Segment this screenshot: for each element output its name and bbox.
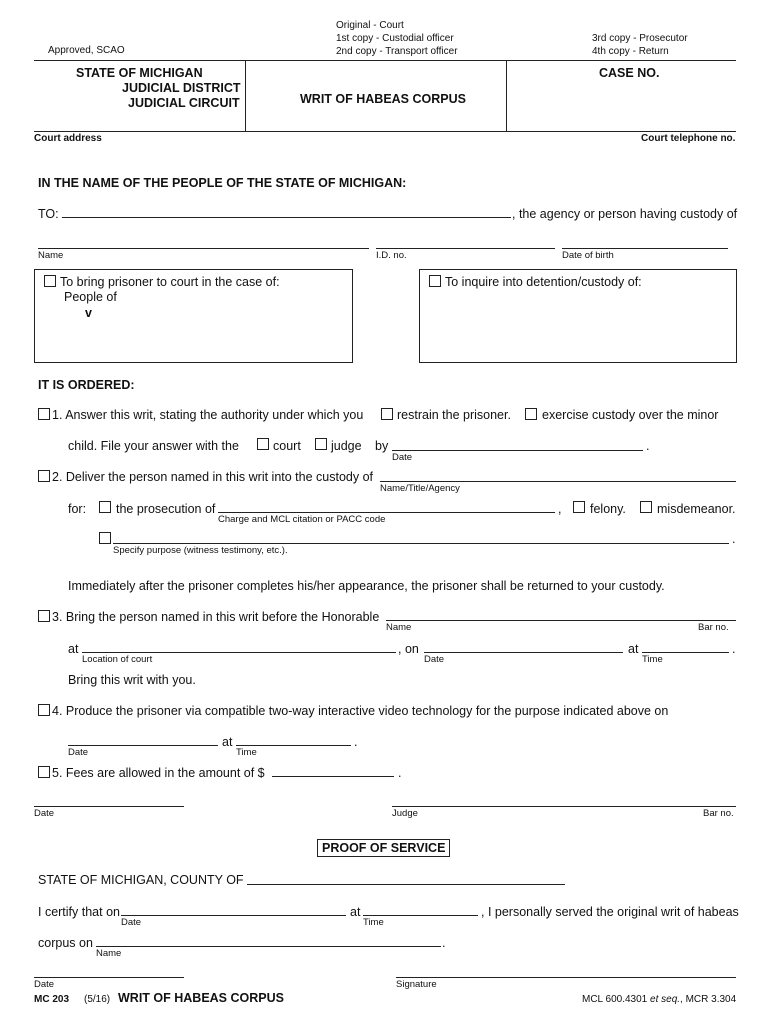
state-label: STATE OF MICHIGAN — [76, 66, 203, 80]
misdemeanor-label: misdemeanor. — [657, 502, 736, 516]
court-phone-label: Court telephone no. — [641, 133, 736, 144]
bring-writ-text: Bring this writ with you. — [68, 673, 196, 687]
service-at: at — [350, 905, 361, 919]
restrain-label: restrain the prisoner. — [397, 408, 511, 422]
purpose-checkbox[interactable] — [99, 532, 111, 544]
versus-label: v — [85, 306, 92, 320]
return-text: Immediately after the prisoner completes his/her appearance, the prisoner shall be returned to your custody. — [68, 579, 665, 593]
misdemeanor-checkbox[interactable] — [640, 501, 652, 513]
proof-heading: PROOF OF SERVICE — [317, 839, 450, 857]
inquire-label: To inquire into detention/custody of: — [445, 275, 642, 289]
purpose-field[interactable] — [113, 543, 729, 544]
bring-prisoner-label: To bring prisoner to court in the case of: — [60, 275, 280, 289]
honorable-bar-label: Bar no. — [698, 622, 729, 633]
county-field[interactable] — [247, 884, 565, 885]
judge-label: judge — [331, 439, 362, 453]
video-date-label: Date — [68, 747, 89, 758]
purpose-label: Specify purpose (witness testimony, etc.). — [113, 545, 288, 556]
proof-date-field[interactable] — [34, 977, 184, 978]
item1-text: 1. Answer this writ, stating the authority under which you — [52, 408, 364, 422]
prosecution-label: the prosecution of — [116, 502, 216, 516]
judge-checkbox[interactable] — [315, 438, 327, 450]
ordered-heading: IT IS ORDERED: — [38, 378, 135, 392]
proof-date-label: Date — [34, 979, 55, 990]
people-heading: IN THE NAME OF THE PEOPLE OF THE STATE OF MICHIGAN: — [38, 176, 407, 190]
name-field[interactable] — [38, 248, 369, 249]
court-checkbox[interactable] — [257, 438, 269, 450]
item3-on: , on — [398, 642, 419, 656]
copy-1st: 1st copy - Custodial officer — [336, 33, 454, 44]
item5-checkbox[interactable] — [38, 766, 50, 778]
appearance-date-label: Date — [424, 654, 445, 665]
name-label: Name — [38, 250, 64, 261]
corpus-on-label: corpus on — [38, 936, 93, 950]
id-field[interactable] — [376, 248, 555, 249]
item4-period: . — [354, 735, 358, 749]
item4-text: 4. Produce the prisoner via compatible two-way interactive video technology for the purpose indicated above on — [52, 704, 669, 718]
location-field[interactable] — [82, 652, 396, 653]
custody-field[interactable] — [380, 481, 736, 482]
for-label: for: — [68, 502, 87, 516]
dob-label: Date of birth — [562, 250, 614, 261]
answer-date-field[interactable] — [392, 450, 643, 451]
item2-period: . — [732, 532, 736, 546]
court-address-label: Court address — [34, 133, 102, 144]
item2-checkbox[interactable] — [38, 470, 50, 482]
honorable-field[interactable] — [386, 620, 736, 621]
served-name-field[interactable] — [96, 946, 441, 947]
answer-date-label: Date — [392, 452, 413, 463]
item5-period: . — [398, 766, 402, 780]
served-name-label: Name — [96, 948, 122, 959]
copy-3rd: 3rd copy - Prosecutor — [592, 33, 688, 44]
honorable-name-label: Name — [386, 622, 412, 633]
service-date-field[interactable] — [121, 915, 346, 916]
exercise-label: exercise custody over the minor — [542, 408, 719, 422]
service-date-label: Date — [121, 917, 142, 928]
case-no-label: CASE NO. — [599, 66, 660, 80]
certify-label: I certify that on — [38, 905, 120, 919]
item3-checkbox[interactable] — [38, 610, 50, 622]
felony-label: felony. — [590, 502, 626, 516]
video-time-field[interactable] — [236, 745, 351, 746]
item3-text: 3. Bring the person named in this writ before the Honorable — [52, 610, 380, 624]
form-title: WRIT OF HABEAS CORPUS — [300, 92, 466, 106]
judge-signature-field[interactable] — [392, 806, 736, 807]
charge-label: Charge and MCL citation or PACC code — [218, 514, 386, 525]
felony-checkbox[interactable] — [573, 501, 585, 513]
form-revision: (5/16) — [84, 994, 111, 1005]
people-of-label: People of — [64, 290, 117, 304]
county-label: STATE OF MICHIGAN, COUNTY OF — [38, 873, 244, 887]
appearance-time-field[interactable] — [642, 652, 729, 653]
served-text: , I personally served the original writ of habeas — [481, 905, 739, 919]
item2-comma: , — [558, 502, 562, 516]
item1-child-text: child. File your answer with the — [68, 439, 239, 453]
proof-signature-field[interactable] — [396, 977, 736, 978]
item3-at: at — [68, 642, 79, 656]
dob-field[interactable] — [562, 248, 728, 249]
item4-checkbox[interactable] — [38, 704, 50, 716]
to-label: TO: — [38, 207, 59, 221]
restrain-checkbox[interactable] — [381, 408, 393, 420]
prosecution-checkbox[interactable] — [99, 501, 111, 513]
appearance-time-label: Time — [642, 654, 663, 665]
judge-sig-date-field[interactable] — [34, 806, 184, 807]
item2-text: 2. Deliver the person named in this writ into the custody of — [52, 470, 373, 484]
item5-text: 5. Fees are allowed in the amount of $ — [52, 766, 265, 780]
inquire-checkbox[interactable] — [429, 275, 441, 287]
item3-period: . — [732, 642, 736, 656]
item4-at: at — [222, 735, 233, 749]
copy-4th: 4th copy - Return — [592, 46, 669, 57]
proof-signature-label: Signature — [396, 979, 437, 990]
bring-prisoner-checkbox[interactable] — [44, 275, 56, 287]
item1-checkbox[interactable] — [38, 408, 50, 420]
service-time-field[interactable] — [363, 915, 478, 916]
copy-original: Original - Court — [336, 20, 404, 31]
to-field[interactable] — [62, 217, 511, 218]
proof-period: . — [442, 936, 446, 950]
appearance-date-field[interactable] — [424, 652, 623, 653]
fees-amount-field[interactable] — [272, 776, 394, 777]
exercise-checkbox[interactable] — [525, 408, 537, 420]
video-date-field[interactable] — [68, 745, 218, 746]
court-label: court — [273, 439, 301, 453]
judge-sig-date-label: Date — [34, 808, 55, 819]
charge-field[interactable] — [218, 512, 555, 513]
to-suffix: , the agency or person having custody of — [512, 207, 738, 221]
location-label: Location of court — [82, 654, 153, 665]
video-time-label: Time — [236, 747, 257, 758]
copy-2nd: 2nd copy - Transport officer — [336, 46, 458, 57]
judge-label: Judge — [392, 808, 418, 819]
item3-at2: at — [628, 642, 639, 656]
nta-label: Name/Title/Agency — [380, 483, 460, 494]
approved-text: Approved, SCAO — [48, 45, 125, 56]
circuit-label: JUDICIAL CIRCUIT — [128, 96, 240, 110]
form-number: MC 203 — [34, 994, 70, 1005]
by-label: by — [375, 439, 389, 453]
service-time-label: Time — [363, 917, 384, 928]
district-label: JUDICIAL DISTRICT — [122, 81, 241, 95]
item1-period: . — [646, 439, 650, 453]
mcl-citation: MCL 600.4301 et seq., MCR 3.304 — [582, 994, 737, 1005]
judge-bar-label: Bar no. — [703, 808, 734, 819]
footer-title: WRIT OF HABEAS CORPUS — [118, 991, 284, 1005]
id-label: I.D. no. — [376, 250, 407, 261]
